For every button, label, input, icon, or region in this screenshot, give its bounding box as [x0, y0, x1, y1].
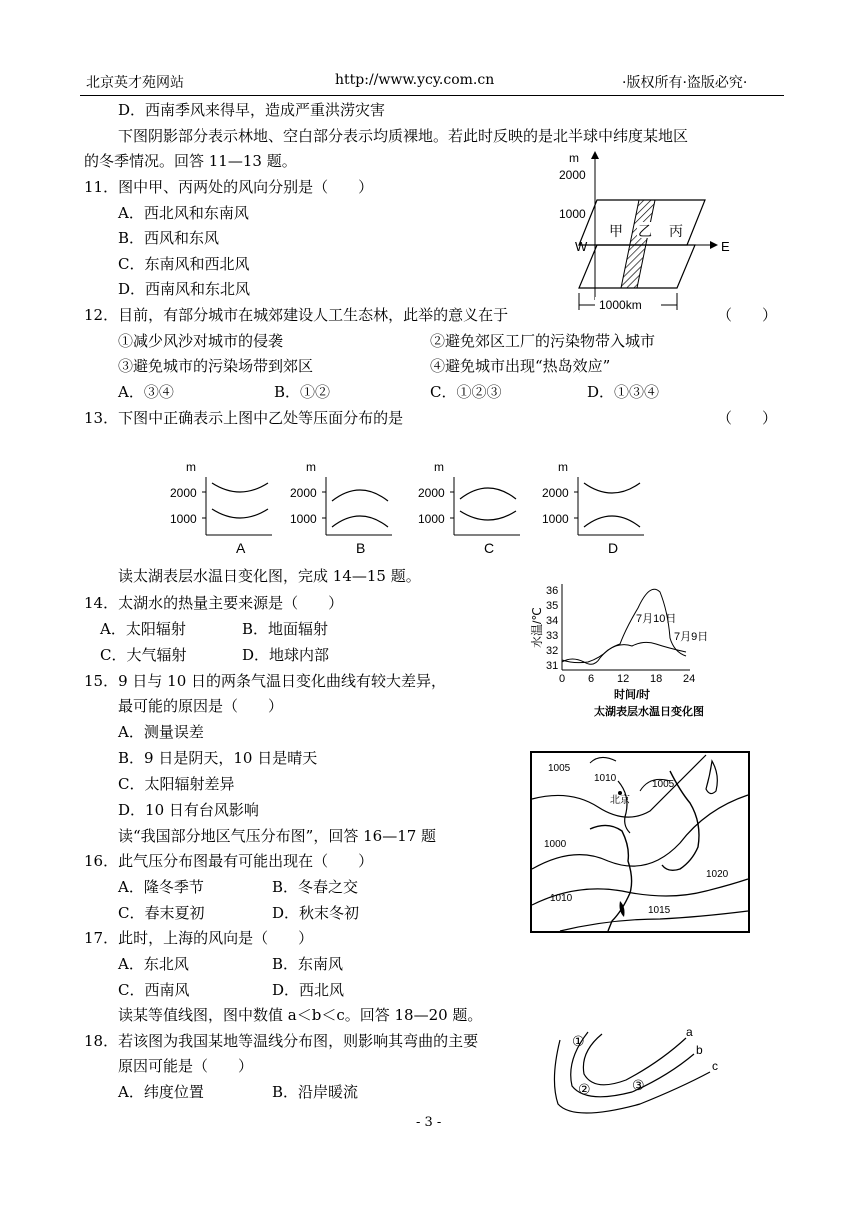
header-site-name: 北京英才苑网站	[86, 75, 184, 91]
option-14d: D．地球内部	[242, 646, 330, 664]
axis-unit-m: m	[569, 151, 579, 165]
pressure-map	[530, 751, 750, 933]
axis-unit-m: m	[434, 460, 444, 474]
option-14b: B．地面辐射	[242, 620, 329, 638]
scale-label: 1000km	[599, 298, 642, 312]
ytick: 34	[546, 615, 559, 627]
option-18b: B．沿岸暖流	[272, 1083, 359, 1101]
option-17a: A．东北风	[118, 955, 189, 973]
tick-1000: 1000	[290, 512, 317, 526]
chart-title: 太湖表层水温日变化图	[594, 706, 704, 718]
option-10d: D．西南季风来得早，造成严重洪涝灾害	[118, 101, 386, 119]
label-jia: 甲	[609, 223, 623, 239]
option-12-2: ②避免郊区工厂的污染物带入城市	[430, 332, 656, 350]
option-16b: B．冬春之交	[272, 878, 359, 896]
intro-18: 读某等值线图，图中数值 a＜b＜c。回答 18—20 题。	[118, 1006, 483, 1024]
option-12d: D．①③④	[587, 383, 660, 401]
xtick: 24	[683, 673, 696, 685]
tick-2000: 2000	[418, 486, 445, 500]
question-18-cont: 原因可能是（ ）	[118, 1057, 254, 1075]
isoline-label-b: b	[696, 1043, 703, 1057]
header-rule	[80, 95, 784, 96]
option-15b: B．9 日是阴天，10 日是晴天	[118, 749, 318, 767]
axis-unit-m: m	[558, 460, 568, 474]
label-east: E	[721, 239, 730, 254]
isoline-label-c: c	[712, 1059, 718, 1073]
y-axis-label: 水温/℃	[530, 607, 544, 648]
axis-unit-m: m	[306, 460, 316, 474]
ytick: 33	[546, 630, 559, 642]
option-15d: D．10 日有台风影响	[118, 801, 259, 819]
option-15c: C．太阳辐射差异	[118, 775, 235, 793]
region-label-3: ③	[632, 1077, 645, 1093]
option-11a: A．西北风和东南风	[118, 204, 249, 222]
label-yi: 乙	[638, 223, 652, 239]
ytick: 35	[546, 600, 559, 612]
ytick: 31	[546, 660, 559, 672]
option-16d: D．秋末冬初	[272, 904, 360, 922]
option-d-graph	[542, 460, 644, 556]
intro-11-cont: 的冬季情况。回答 11—13 题。	[84, 152, 297, 170]
option-label-b: B	[356, 540, 366, 556]
option-b-graph	[290, 460, 392, 556]
isobar-label: 1010	[550, 893, 573, 904]
option-12c: C．①②③	[430, 383, 502, 401]
option-17c: C．西南风	[118, 981, 190, 999]
label-bing: 丙	[669, 223, 683, 239]
isobar-label: 1015	[648, 905, 671, 916]
label-west: W	[575, 239, 588, 254]
isobar-label: 1005	[652, 779, 675, 790]
tick-1000: 1000	[170, 512, 197, 526]
option-18a: A．纬度位置	[118, 1083, 204, 1101]
city-label-beijing: 北京	[610, 795, 630, 806]
option-a-graph	[170, 460, 272, 556]
option-12a: A．③④	[118, 383, 174, 401]
option-11c: C．东南风和西北风	[118, 255, 250, 273]
tick-2000: 2000	[542, 486, 569, 500]
option-11d: D．西南风和东北风	[118, 280, 251, 298]
question-14: 14．太湖水的热量主要来源是（ ）	[84, 594, 344, 612]
isobar-label: 1000	[544, 839, 567, 850]
intro-14: 读太湖表层水温日变化图，完成 14—15 题。	[118, 567, 421, 585]
option-17b: B．东南风	[272, 955, 344, 973]
option-12-4: ④避免城市出现“热岛效应”	[430, 357, 611, 375]
xtick: 0	[559, 673, 566, 685]
ytick: 32	[546, 645, 559, 657]
option-label-c: C	[484, 540, 495, 556]
question-13-paren: （ ）	[717, 409, 778, 427]
series-label-jul10: 7月10日	[636, 613, 677, 625]
question-12: 12．目前，有部分城市在城郊建设人工生态林，此举的意义在于	[84, 306, 509, 324]
option-label-d: D	[608, 540, 619, 556]
xtick: 6	[588, 673, 595, 685]
isobar-options-figure	[160, 455, 660, 561]
question-18: 18．若该图为我国某地等温线分布图，则影响其弯曲的主要	[84, 1032, 479, 1050]
option-17d: D．西北风	[272, 981, 345, 999]
axis-unit-m: m	[186, 460, 196, 474]
isoline-label-a: a	[686, 1025, 693, 1039]
xtick: 18	[650, 673, 663, 685]
option-14c: C．大气辐射	[100, 646, 187, 664]
option-14a: A．太阳辐射	[100, 620, 186, 638]
tick-2000: 2000	[170, 486, 197, 500]
question-13: 13．下图中正确表示上图中乙处等压面分布的是	[84, 409, 404, 427]
option-11b: B．西风和东风	[118, 229, 220, 247]
water-temp-chart	[528, 578, 728, 723]
region-label-2: ②	[578, 1081, 591, 1097]
option-12-1: ①减少风沙对城市的侵袭	[118, 332, 284, 350]
option-12b: B．①②	[274, 383, 331, 401]
intro-16: 读“我国部分地区气压分布图”，回答 16—17 题	[118, 827, 437, 845]
tick-2000: 2000	[290, 486, 317, 500]
question-15-cont: 最可能的原因是（ ）	[118, 697, 284, 715]
header-url[interactable]: http://www.ycy.com.cn	[335, 72, 495, 88]
option-c-graph	[418, 460, 520, 556]
tick-2000: 2000	[559, 168, 586, 182]
option-16a: A．隆冬季节	[118, 878, 204, 896]
wind-section-diagram	[555, 140, 745, 315]
x-axis-label: 时间/时	[614, 689, 651, 701]
forest-band-upper	[621, 200, 655, 288]
intro-11: 下图阴影部分表示林地、空白部分表示均质裸地。若此时反映的是北半球中纬度某地区	[118, 127, 689, 145]
option-15a: A．测量误差	[118, 723, 204, 741]
question-15: 15．9 日与 10 日的两条气温日变化曲线有较大差异，	[84, 672, 447, 690]
question-16: 16．此气压分布图最有可能出现在（ ）	[84, 852, 374, 870]
header-copyright: ·版权所有·盗版必究·	[622, 75, 748, 91]
question-17: 17．此时，上海的风向是（ ）	[84, 929, 314, 947]
question-12-paren: （ ）	[717, 306, 778, 324]
page-number: - 3 -	[416, 1115, 442, 1130]
tick-1000: 1000	[542, 512, 569, 526]
option-label-a: A	[236, 540, 246, 556]
question-11: 11．图中甲、丙两处的风向分别是（ ）	[84, 178, 374, 196]
isobar-label: 1020	[706, 869, 729, 880]
isobar-label: 1010	[594, 773, 617, 784]
option-16c: C．春末夏初	[118, 904, 205, 922]
option-12-3: ③避免城市的污染场带到郊区	[118, 357, 314, 375]
region-label-1: ①	[572, 1033, 585, 1049]
xtick: 12	[617, 673, 630, 685]
isoline-diagram	[550, 1020, 740, 1130]
tick-1000: 1000	[559, 207, 586, 221]
tick-1000: 1000	[418, 512, 445, 526]
series-label-jul9: 7月9日	[674, 631, 709, 643]
ytick: 36	[546, 585, 559, 597]
isobar-label: 1005	[548, 763, 571, 774]
